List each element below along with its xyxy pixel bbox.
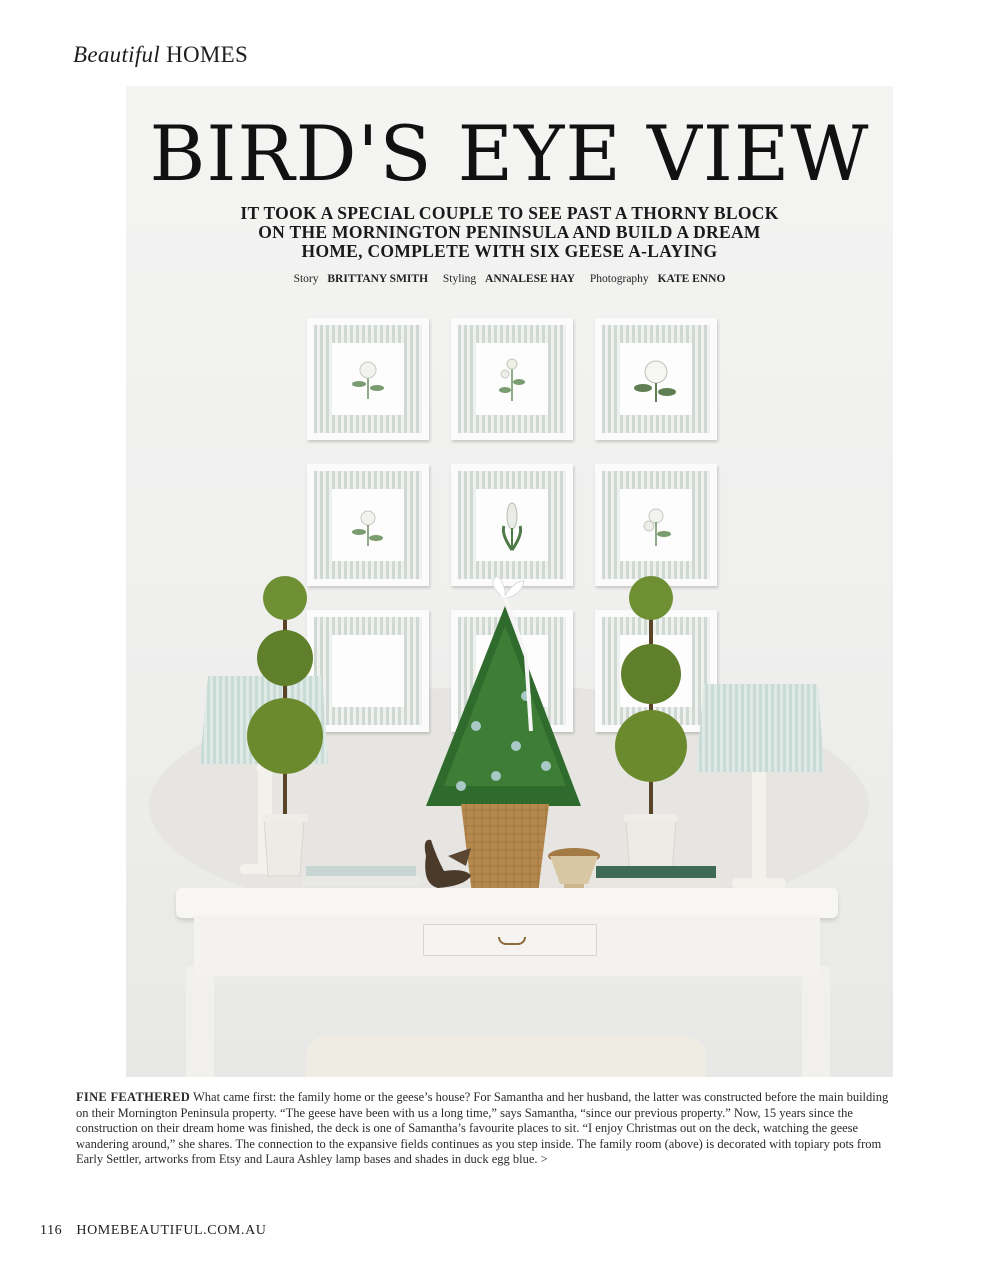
story-label: Story [293, 273, 319, 285]
article-credits [126, 273, 893, 285]
photo-name: KATE ENNO [657, 273, 726, 285]
page-footer [40, 1223, 267, 1239]
photo-caption [76, 1090, 896, 1168]
ottoman [306, 1036, 706, 1077]
page-number: 116 [40, 1223, 63, 1238]
story-name: BRITTANY SMITH [327, 273, 429, 285]
footer-url: HOMEBEAUTIFUL.COM.AU [76, 1223, 267, 1238]
styling-label: Styling [442, 273, 477, 285]
caption-text: What came first: the family home or the geese’s house? For Samantha and her husband, the latter was constructed before the main building on their Mornington Peninsula property. “The geese have been with us a long time,” says Samantha, “since our previous property.” Now, 15 years since the construction on their dream home was finished, the deck is one of Samantha’s favourite places to sit. “I enjoy Christmas out on the deck, watching the geese wandering around,” she shares. The connection to the expansive fields continues as you step inside. The family room (above) is decorated with topiary pots from Early Settler, artworks from Etsy and Laura Ashley lamp bases and shades in duck egg blue. > [76, 1090, 889, 1166]
right-lamp [696, 684, 824, 888]
drawer-pull-icon [498, 937, 526, 945]
console-leg-right [802, 966, 830, 1077]
header-italic: Beautiful [73, 42, 161, 67]
styling-name: ANNALESE HAY [485, 273, 576, 285]
section-header [73, 42, 248, 68]
right-topiary [615, 576, 687, 876]
article-title: BIRD'S EYE VIEW [149, 109, 870, 198]
console-drawer [423, 924, 597, 956]
christmas-tree [426, 576, 581, 894]
console-table-top [176, 888, 838, 918]
photo-label: Photography [589, 273, 649, 285]
article-standfirst: IT TOOK A SPECIAL COUPLE TO SEE PAST A THORNY BLOCK ON THE MORNINGTON PENINSULA AND BUILD A DREAM HOME, COMPLETE WITH SIX GEESE A-LAYING [240, 203, 779, 261]
header-section: HOMES [166, 42, 249, 67]
caption-lead: FINE FEATHERED [76, 1090, 191, 1104]
goose-figurine [425, 840, 471, 888]
hero-photo [126, 86, 893, 1077]
console-leg-left [186, 966, 214, 1077]
